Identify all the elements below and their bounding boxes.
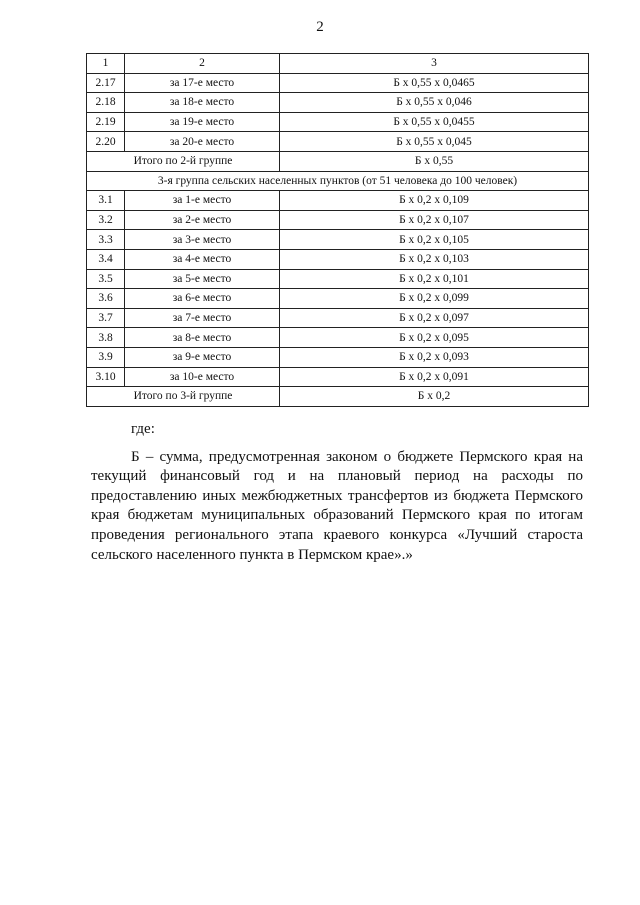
table-row — [87, 93, 589, 113]
table-row — [87, 289, 589, 309]
header-col-3: 3 — [280, 54, 589, 74]
row-place: за 20-е место — [125, 132, 280, 152]
row-number: 3.4 — [87, 249, 125, 269]
page-number: 2 — [316, 19, 324, 35]
header-col-1: 1 — [87, 54, 125, 74]
row-formula: Б х 0,2 х 0,095 — [280, 328, 589, 348]
group-3-title: 3-я группа сельских населенных пунктов (от 51 человека до 100 человек) — [87, 171, 589, 191]
table-header-row — [87, 54, 589, 74]
row-formula: Б х 0,2 х 0,099 — [280, 289, 589, 309]
table-row — [87, 249, 589, 269]
row-formula: Б х 0,2 х 0,097 — [280, 308, 589, 328]
table-row — [87, 347, 589, 367]
total-label: Итого по 2-й группе — [87, 151, 280, 171]
row-formula: Б х 0,2 х 0,105 — [280, 230, 589, 250]
row-formula: Б х 0,55 х 0,0465 — [280, 73, 589, 93]
definition-note — [91, 420, 583, 565]
row-place: за 10-е место — [125, 367, 280, 387]
row-number: 3.7 — [87, 308, 125, 328]
row-place: за 7-е место — [125, 308, 280, 328]
row-place: за 3-е место — [125, 230, 280, 250]
row-formula: Б х 0,2 х 0,109 — [280, 191, 589, 211]
table-row — [87, 132, 589, 152]
note-definition-text: Б – сумма, предусмотренная законом о бюджете Пермского края на текущий финансовый год и на плановый период на расходы по предоставлению иных межбюджетных трансфертов из бюджета Пермского края бюджетам муниципальных образований Пермского края по итогам проведения регионального этапа краевого конкурса «Лучший староста сельского населенного пункта в Пермском крае».» — [91, 448, 583, 563]
total-label: Итого по 3-й группе — [87, 387, 280, 407]
row-place: за 1-е место — [125, 191, 280, 211]
row-number: 3.8 — [87, 328, 125, 348]
row-number: 2.18 — [87, 93, 125, 113]
row-formula: Б х 0,2 х 0,091 — [280, 367, 589, 387]
total-row-group-3 — [87, 387, 589, 407]
table-row — [87, 269, 589, 289]
row-place: за 17-е место — [125, 73, 280, 93]
row-number: 2.17 — [87, 73, 125, 93]
total-formula: Б х 0,55 — [280, 151, 589, 171]
total-row-group-2 — [87, 151, 589, 171]
row-number: 2.20 — [87, 132, 125, 152]
table-row — [87, 230, 589, 250]
row-place: за 19-е место — [125, 112, 280, 132]
table-row — [87, 73, 589, 93]
total-formula: Б х 0,2 — [280, 387, 589, 407]
header-col-2: 2 — [125, 54, 280, 74]
group-3-heading-row — [87, 171, 589, 191]
row-place: за 5-е место — [125, 269, 280, 289]
row-place: за 8-е место — [125, 328, 280, 348]
table-row — [87, 328, 589, 348]
row-formula: Б х 0,2 х 0,093 — [280, 347, 589, 367]
row-number: 3.3 — [87, 230, 125, 250]
row-place: за 18-е место — [125, 93, 280, 113]
row-formula: Б х 0,2 х 0,103 — [280, 249, 589, 269]
row-number: 3.2 — [87, 210, 125, 230]
allocation-table — [86, 53, 589, 407]
table-row — [87, 191, 589, 211]
note-where-label: где: — [131, 421, 155, 437]
row-number: 3.10 — [87, 367, 125, 387]
row-place: за 6-е место — [125, 289, 280, 309]
row-place: за 4-е место — [125, 249, 280, 269]
row-number: 3.5 — [87, 269, 125, 289]
row-formula: Б х 0,2 х 0,101 — [280, 269, 589, 289]
row-number: 2.19 — [87, 112, 125, 132]
table-row — [87, 367, 589, 387]
row-formula: Б х 0,55 х 0,0455 — [280, 112, 589, 132]
row-place: за 9-е место — [125, 347, 280, 367]
row-formula: Б х 0,55 х 0,046 — [280, 93, 589, 113]
row-number: 3.1 — [87, 191, 125, 211]
row-number: 3.6 — [87, 289, 125, 309]
table-row — [87, 210, 589, 230]
row-formula: Б х 0,2 х 0,107 — [280, 210, 589, 230]
row-place: за 2-е место — [125, 210, 280, 230]
table-row — [87, 308, 589, 328]
table-row — [87, 112, 589, 132]
row-number: 3.9 — [87, 347, 125, 367]
row-formula: Б х 0,55 х 0,045 — [280, 132, 589, 152]
